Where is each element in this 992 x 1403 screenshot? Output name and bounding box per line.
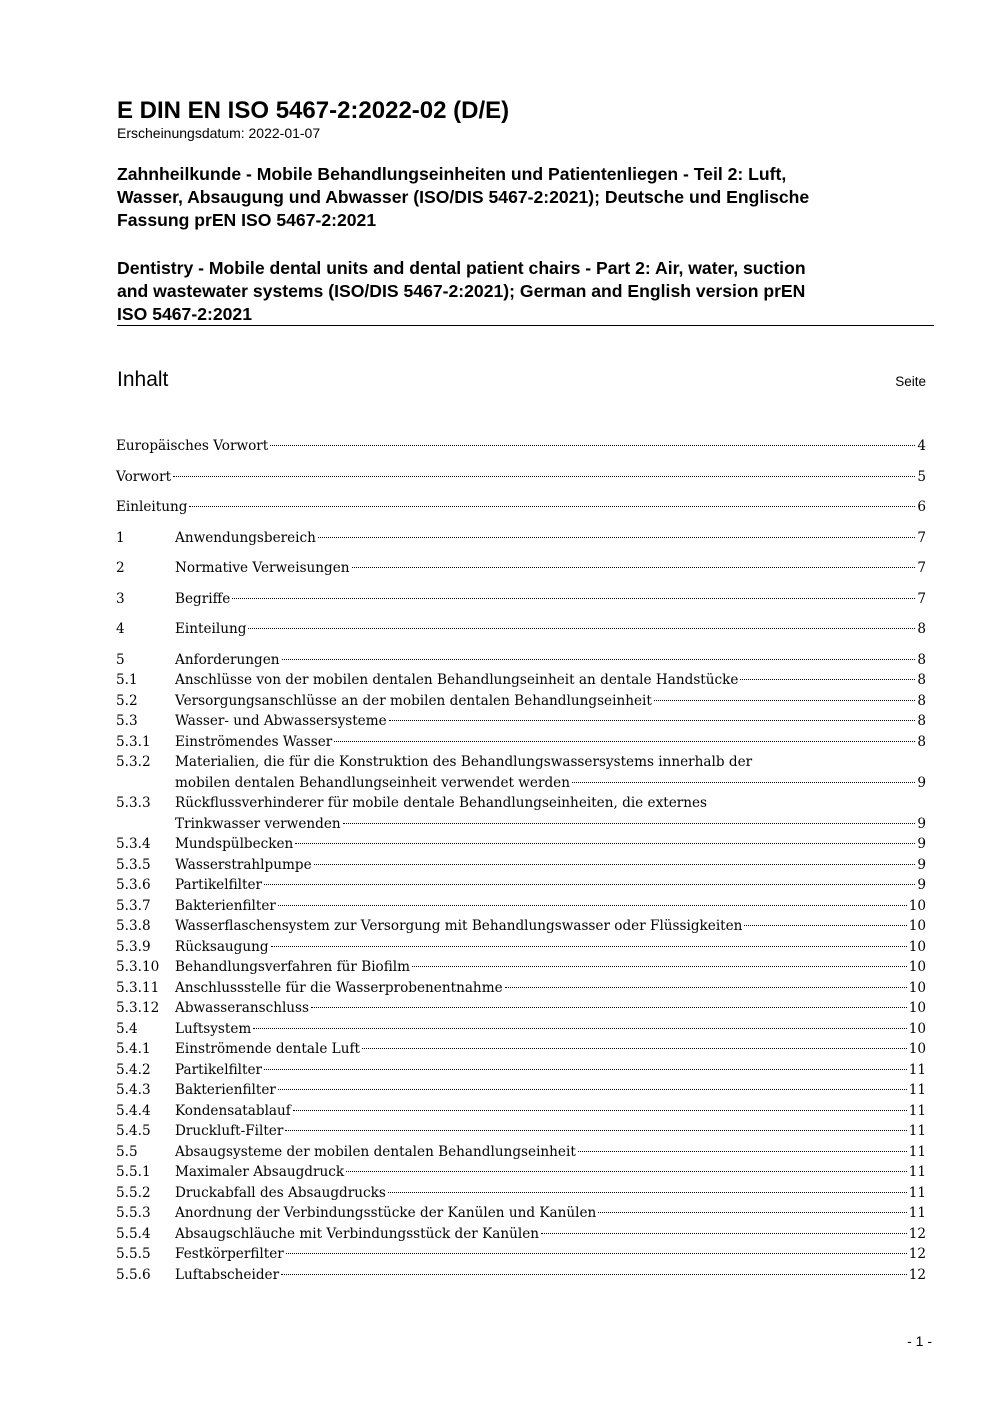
header-divider (117, 325, 934, 326)
toc-entry-body (175, 528, 926, 549)
toc-entry-body (175, 1224, 926, 1245)
toc-entry-title: Abwasseranschluss (175, 1000, 310, 1016)
toc-entry[interactable] (116, 896, 926, 917)
toc-entry-line (175, 916, 926, 937)
toc-entry-line (175, 650, 926, 671)
toc-entry-body (175, 834, 926, 855)
toc-entry-page: 9 (917, 836, 926, 852)
toc-entry-number: 5.3.9 (116, 938, 151, 955)
toc-entry-page: 5 (917, 468, 926, 485)
toc-entry-line (175, 978, 926, 999)
toc-entry[interactable] (116, 875, 926, 896)
toc-entry-number: 5.3.12 (116, 1000, 160, 1016)
toc-dot-leader (282, 659, 916, 660)
toc-entry-title: Festkörperfilter (175, 1246, 284, 1262)
toc-entry-title: Einteilung (175, 621, 247, 637)
toc-dot-leader (295, 843, 915, 844)
toc-entry-title: Wasserflaschensystem zur Versorgung mit Behandlungswasser oder Flüssigkeiten (175, 918, 743, 934)
toc-entry-number: 5.5.2 (116, 1184, 151, 1201)
toc-entry-body (175, 1183, 926, 1204)
toc-dot-leader (578, 1151, 907, 1152)
toc-entry-title: Behandlungsverfahren für Biofilm (175, 959, 411, 975)
toc-entry-page: 11 (908, 1143, 926, 1160)
table-of-contents (116, 436, 926, 1285)
toc-dot-leader (286, 1253, 907, 1254)
toc-entry-line (175, 1244, 926, 1265)
toc-entry-body (175, 855, 926, 876)
toc-entry[interactable] (116, 1183, 926, 1204)
toc-entry-page: 10 (908, 1020, 926, 1037)
toc-entry-title: Einleitung (116, 499, 188, 515)
toc-entry-body (175, 998, 926, 1019)
toc-entry-line (175, 793, 926, 814)
toc-entry-page: 11 (908, 1061, 926, 1078)
toc-dot-leader (285, 1130, 906, 1131)
toc-entry-body (175, 619, 926, 640)
toc-dot-leader (318, 537, 915, 538)
toc-entry-line (175, 855, 926, 876)
toc-entry-title: Kondensatablauf (175, 1102, 291, 1119)
toc-entry-number: 5.4.3 (116, 1082, 151, 1098)
toc-entry-title: Anordnung der Verbindungsstücke der Kanülen und Kanülen (175, 1205, 597, 1221)
toc-entry-body (175, 1019, 926, 1040)
toc-entry[interactable] (116, 670, 926, 691)
toc-entry-page: 10 (908, 938, 926, 955)
toc-entry-page: 12 (908, 1225, 926, 1242)
toc-entry-line (175, 558, 926, 579)
toc-entry-number: 5.3.7 (116, 897, 151, 914)
toc-entry-line (175, 1121, 926, 1142)
toc-entry-line (175, 1265, 926, 1286)
toc-entry-title: Anforderungen (175, 651, 280, 668)
toc-entry-page: 11 (908, 1205, 926, 1221)
toc-entry[interactable] (116, 998, 926, 1019)
toc-entry[interactable] (116, 1121, 926, 1142)
toc-entry-body (116, 497, 926, 518)
toc-entry-number: 5.4.4 (116, 1102, 151, 1119)
toc-dot-leader (278, 1089, 907, 1090)
toc-entry[interactable] (116, 589, 926, 610)
toc-entry-page: 8 (917, 713, 926, 729)
toc-entry[interactable] (116, 957, 926, 978)
toc-entry-body (175, 752, 926, 793)
toc-entry-line (175, 896, 926, 917)
toc-entry-line (175, 732, 926, 753)
toc-entry-title: Bakterienfilter (175, 1082, 276, 1098)
toc-entry[interactable] (116, 834, 926, 855)
toc-dot-leader (389, 720, 916, 721)
toc-entry[interactable] (116, 1265, 926, 1286)
toc-entry-number: 5.3.1 (116, 733, 151, 750)
toc-dot-leader (271, 946, 907, 947)
toc-entry-number: 5.3.2 (116, 754, 151, 770)
toc-entry-body (175, 732, 926, 753)
toc-entry-page: 11 (908, 1082, 926, 1098)
toc-entry[interactable] (116, 467, 926, 488)
toc-entry-body (175, 875, 926, 896)
toc-dot-leader (352, 567, 916, 568)
toc-entry-title: Luftsystem (175, 1020, 252, 1037)
toc-entry-line (175, 875, 926, 896)
toc-entry[interactable] (116, 855, 926, 876)
toc-entry-page: 11 (908, 1102, 926, 1119)
toc-entry-page: 8 (917, 621, 926, 637)
toc-entry[interactable] (116, 1101, 926, 1122)
toc-dot-leader (388, 1192, 907, 1193)
toc-entry-line (116, 436, 926, 457)
toc-dot-leader (311, 1007, 907, 1008)
toc-entry-body (175, 1265, 926, 1286)
toc-entry-body (175, 711, 926, 732)
toc-dot-leader (412, 966, 907, 967)
toc-entry-page: 11 (908, 1123, 926, 1139)
toc-entry-number: 5.4.5 (116, 1123, 151, 1139)
title-german-line: Wasser, Absaugung und Abwasser (ISO/DIS 5467-2:2021); Deutsche und Englische (117, 187, 810, 207)
toc-entry[interactable] (116, 650, 926, 671)
toc-entry-page: 9 (917, 877, 926, 893)
toc-entry[interactable] (116, 1224, 926, 1245)
toc-entry[interactable] (116, 1244, 926, 1265)
toc-entry[interactable] (116, 711, 926, 732)
toc-entry-body (175, 1142, 926, 1163)
toc-entry-number: 5.5 (116, 1143, 138, 1160)
toc-entry-title: mobilen dentalen Behandlungseinheit verwendet werden (175, 774, 570, 791)
toc-entry-page: 10 (908, 959, 926, 975)
toc-entry-body (175, 1162, 926, 1183)
toc-entry[interactable] (116, 978, 926, 999)
toc-entry-page: 11 (908, 1164, 926, 1180)
toc-dot-leader (314, 864, 916, 865)
toc-entry-page: 8 (917, 651, 926, 668)
toc-entry-number: 5.1 (116, 672, 138, 688)
toc-entry-number: 2 (116, 560, 125, 576)
toc-entry-title: Rücksaugung (175, 938, 269, 955)
toc-entry[interactable] (116, 619, 926, 640)
toc-entry-number: 5.3.3 (116, 795, 151, 811)
toc-entry-number: 5.5.5 (116, 1246, 151, 1262)
toc-entry-body (175, 589, 926, 610)
toc-entry[interactable] (116, 916, 926, 937)
toc-dot-leader (740, 679, 915, 680)
toc-entry-line (175, 1080, 926, 1101)
toc-entry-number: 5.3.11 (116, 979, 160, 996)
toc-dot-leader (248, 628, 915, 629)
toc-entry-page: 12 (908, 1266, 926, 1283)
toc-entry-page: 9 (917, 856, 926, 873)
toc-entry-number: 5.3.6 (116, 877, 151, 893)
toc-entry[interactable] (116, 752, 926, 793)
toc-entry-line (175, 1183, 926, 1204)
toc-entry-number: 5.3.4 (116, 836, 151, 852)
toc-entry-title: Druckluft-Filter (175, 1123, 284, 1139)
toc-entry-line (175, 957, 926, 978)
toc-entry[interactable] (116, 1019, 926, 1040)
toc-entry-body (175, 937, 926, 958)
title-german-line: Fassung prEN ISO 5467-2:2021 (117, 210, 377, 230)
toc-entry-number: 5.3.10 (116, 959, 160, 975)
toc-entry-title: Trinkwasser verwenden (175, 815, 341, 832)
toc-entry-title: Mundspülbecken (175, 836, 294, 852)
title-german-line: Zahnheilkunde - Mobile Behandlungseinheiten und Patientenliegen - Teil 2: Luft, (117, 164, 787, 184)
toc-entry-title: Versorgungsanschlüsse an der mobilen dentalen Behandlungseinheit (175, 692, 652, 709)
toc-entry-line (175, 773, 926, 794)
toc-dot-leader (505, 987, 907, 988)
toc-entry-number: 5.2 (116, 692, 138, 709)
toc-entry-body (175, 978, 926, 999)
toc-dot-leader (744, 925, 906, 926)
toc-entry-number: 5.5.6 (116, 1266, 151, 1283)
toc-dot-leader (232, 598, 915, 599)
toc-entry-page: 7 (917, 529, 926, 546)
toc-entry[interactable] (116, 937, 926, 958)
toc-entry-line (175, 814, 926, 835)
toc-entry-title: Begriffe (175, 590, 231, 607)
toc-entry-number: 5.3 (116, 713, 138, 729)
toc-entry-title: Maximaler Absaugdruck (175, 1164, 345, 1180)
toc-entry-body (175, 691, 926, 712)
toc-entry-body (175, 1060, 926, 1081)
toc-entry-title: Absaugsysteme der mobilen dentalen Behandlungseinheit (175, 1143, 576, 1160)
toc-dot-leader (541, 1233, 907, 1234)
title-english-line: and wastewater systems (ISO/DIS 5467-2:2021); German and English version prEN (117, 281, 806, 301)
issue-date: Erscheinungsdatum: 2022-01-07 (117, 125, 321, 141)
toc-entry[interactable] (116, 528, 926, 549)
toc-entry-title: Einströmendes Wasser (175, 733, 333, 750)
toc-entry-title: Druckabfall des Absaugdrucks (175, 1184, 386, 1201)
toc-entry-body (116, 467, 926, 488)
toc-entry-title: Einströmende dentale Luft (175, 1041, 360, 1057)
toc-entry[interactable] (116, 436, 926, 457)
toc-entry[interactable] (116, 1162, 926, 1183)
toc-entry-body (175, 1080, 926, 1101)
toc-entry-title: Luftabscheider (175, 1266, 280, 1283)
toc-dot-leader (189, 506, 915, 507)
toc-entry-title: Europäisches Vorwort (116, 438, 269, 454)
toc-entry[interactable] (116, 558, 926, 579)
toc-dot-leader (654, 700, 916, 701)
toc-entry-page: 6 (917, 499, 926, 515)
toc-entry-title: Anwendungsbereich (175, 529, 316, 546)
toc-entry-line (175, 1203, 926, 1224)
toc-entry-body (175, 896, 926, 917)
toc-entry-line (175, 1039, 926, 1060)
toc-entry[interactable] (116, 1039, 926, 1060)
toc-entry-number: 5.5.1 (116, 1164, 151, 1180)
toc-entry-number: 5.5.4 (116, 1225, 151, 1242)
toc-dot-leader (278, 905, 907, 906)
toc-dot-leader (293, 1110, 907, 1111)
toc-entry-body (175, 1101, 926, 1122)
toc-entry-title: Bakterienfilter (175, 897, 276, 914)
toc-entry-page: 9 (917, 774, 926, 791)
toc-entry-page: 12 (908, 1246, 926, 1262)
toc-entry-line (175, 1142, 926, 1163)
toc-dot-leader (343, 823, 916, 824)
toc-entry-page: 8 (917, 733, 926, 750)
toc-entry[interactable] (116, 1060, 926, 1081)
toc-entry-line (175, 528, 926, 549)
toc-entry-line (116, 467, 926, 488)
toc-entry-title: Anschlussstelle für die Wasserprobenentnahme (175, 979, 503, 996)
toc-entry-line (175, 998, 926, 1019)
toc-dot-leader (253, 1028, 906, 1029)
toc-entry-line (175, 1224, 926, 1245)
toc-dot-leader (270, 445, 915, 446)
toc-entry-number: 5.4.2 (116, 1061, 151, 1078)
toc-entry-page: 10 (908, 1000, 926, 1016)
toc-entry-line (175, 589, 926, 610)
toc-entry-line (175, 752, 926, 773)
toc-dot-leader (264, 884, 915, 885)
toc-entry-body (175, 916, 926, 937)
toc-entry-number: 3 (116, 590, 125, 607)
toc-entry-line (175, 691, 926, 712)
toc-entry-body (175, 1039, 926, 1060)
title-german (117, 163, 917, 232)
toc-entry-body (175, 670, 926, 691)
toc-dot-leader (362, 1048, 907, 1049)
toc-entry-page: 10 (908, 918, 926, 934)
toc-entry-line (175, 670, 926, 691)
toc-entry-page: 10 (908, 1041, 926, 1057)
toc-entry-title: Rückflussverhinderer für mobile dentale Behandlungseinheiten, die externes (175, 795, 708, 811)
toc-entry-page: 9 (917, 815, 926, 832)
toc-entry-line (116, 497, 926, 518)
toc-entry-page: 8 (917, 672, 926, 688)
toc-entry-body (175, 1244, 926, 1265)
toc-dot-leader (572, 782, 915, 783)
toc-entry-page: 10 (908, 979, 926, 996)
toc-entry[interactable] (116, 691, 926, 712)
toc-entry-number: 5.4.1 (116, 1041, 151, 1057)
toc-entry-page: 11 (908, 1184, 926, 1201)
title-english (117, 257, 917, 326)
toc-entry-line (175, 1162, 926, 1183)
title-english-line: Dentistry - Mobile dental units and dental patient chairs - Part 2: Air, water, suction (117, 258, 806, 278)
toc-entry-page: 7 (917, 590, 926, 607)
toc-entry[interactable] (116, 793, 926, 834)
toc-entry-title: Vorwort (116, 468, 172, 485)
toc-entry-title: Materialien, die für die Konstruktion des Behandlungswassersystems innerhalb der (175, 754, 753, 770)
toc-entry-title: Anschlüsse von der mobilen dentalen Behandlungseinheit an dentale Handstücke (175, 672, 739, 688)
toc-dot-leader (281, 1274, 907, 1275)
toc-entry-title: Partikelfilter (175, 877, 262, 893)
toc-entry-number: 5.5.3 (116, 1205, 151, 1221)
toc-entry-title: Wasserstrahlpumpe (175, 856, 312, 873)
toc-entry-body (175, 650, 926, 671)
toc-entry-title: Partikelfilter (175, 1061, 262, 1078)
toc-entry-number: 1 (116, 529, 125, 546)
toc-dot-leader (346, 1171, 907, 1172)
toc-dot-leader (173, 476, 915, 477)
toc-entry-page: 10 (908, 897, 926, 914)
page-number: - 1 - (907, 1333, 932, 1349)
toc-entry-page: 8 (917, 692, 926, 709)
toc-entry-body (175, 558, 926, 579)
toc-entry-line (175, 937, 926, 958)
toc-entry-body (175, 1121, 926, 1142)
document-number: E DIN EN ISO 5467-2:2022-02 (D/E) (117, 97, 510, 124)
toc-entry[interactable] (116, 1080, 926, 1101)
toc-entry[interactable] (116, 1142, 926, 1163)
toc-dot-leader (598, 1212, 906, 1213)
toc-entry-title: Absaugschläuche mit Verbindungsstück der Kanülen (175, 1225, 540, 1242)
toc-entry-page: 4 (917, 438, 926, 454)
toc-entry-line (175, 619, 926, 640)
toc-entry-page: 7 (917, 560, 926, 576)
toc-entry-body (175, 1203, 926, 1224)
toc-dot-leader (334, 741, 915, 742)
toc-entry-line (175, 834, 926, 855)
title-english-line: ISO 5467-2:2021 (117, 304, 252, 324)
toc-entry-body (175, 793, 926, 834)
toc-entry-number: 5.3.8 (116, 918, 151, 934)
toc-dot-leader (264, 1069, 907, 1070)
toc-entry-line (175, 711, 926, 732)
toc-page-column-label: Seite (895, 374, 926, 389)
toc-entry-body (175, 957, 926, 978)
toc-entry[interactable] (116, 1203, 926, 1224)
toc-entry-line (175, 1019, 926, 1040)
toc-entry-number: 5.4 (116, 1020, 138, 1037)
toc-entry-number: 5.3.5 (116, 856, 151, 873)
toc-entry[interactable] (116, 497, 926, 518)
toc-entry-body (116, 436, 926, 457)
toc-entry-line (175, 1060, 926, 1081)
toc-entry[interactable] (116, 732, 926, 753)
toc-entry-title: Wasser- und Abwassersysteme (175, 713, 387, 729)
toc-entry-title: Normative Verweisungen (175, 560, 350, 576)
toc-entry-line (175, 1101, 926, 1122)
toc-entry-number: 4 (116, 621, 125, 637)
toc-entry-number: 5 (116, 651, 125, 668)
toc-heading: Inhalt (117, 368, 169, 391)
